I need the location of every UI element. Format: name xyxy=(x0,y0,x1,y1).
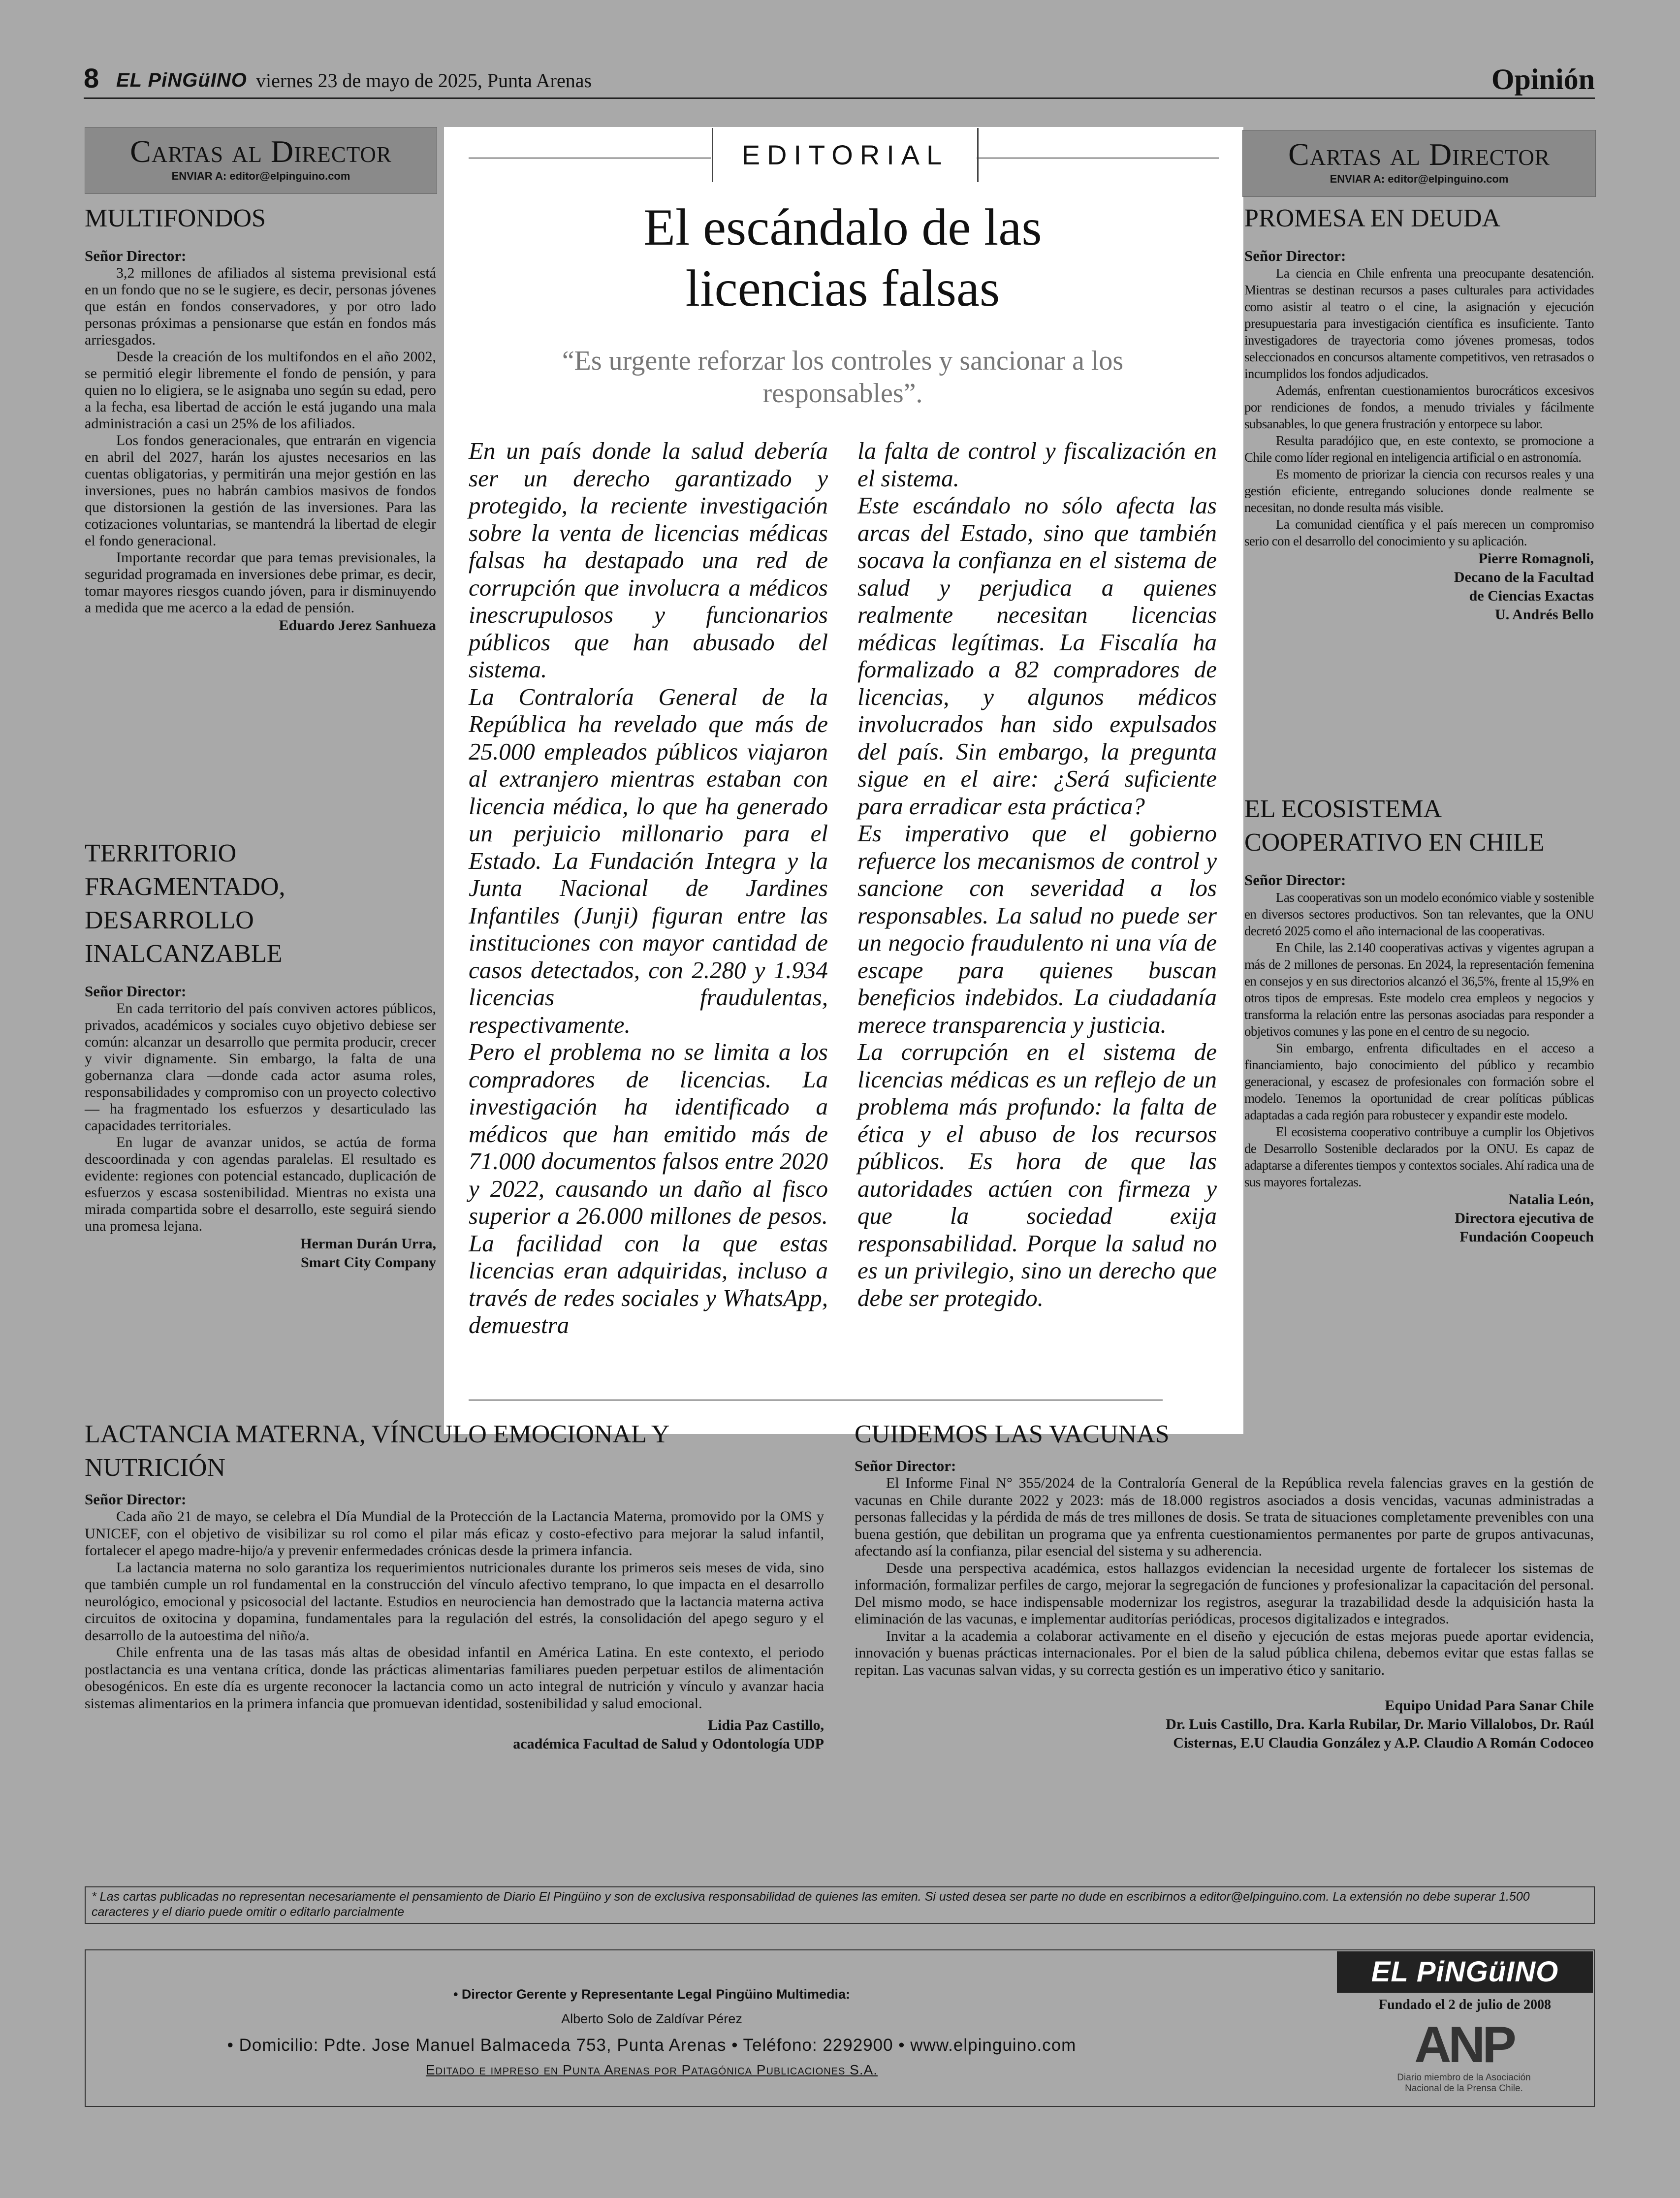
letter-signature: Fundación Coopeuch xyxy=(1459,1229,1594,1245)
letter-paragraph: Invitar a la academia a colaborar activamente en el diseño y ejecución de estas mejoras puede aportar evidencia, innovación y buenas prácticas internacionales. Por el bien de la salud pública chilena, debemos evitar que estas fallas se repitan. Las vacunas salvan vidas, y su correcta gestión es un imperativo ético y sanitario. xyxy=(855,1627,1594,1678)
letter-paragraph: La lactancia materna no solo garantiza los requerimientos nutricionales durante los primeros seis meses de vida, sino que también cumple un rol fundamental en la construcción del vínculo afectivo temprano, lo que impacta en el desarrollo neurológico, emocional y psicosocial del lactante. Estudios en neurociencia han demostrado que la lactancia materna activa circuitos de oxitocina y dopamina, fundamentales para la regulación del estrés, la consolidación del apego seguro y el desarrollo de la autoestima del niño/a. xyxy=(85,1559,824,1644)
letter-signature: Cisternas, E.U Claudia González y A.P. Claudio A Román Codoceo xyxy=(1173,1735,1594,1751)
letter-body xyxy=(85,265,436,616)
footer-logo: EL PiNGüINO xyxy=(1337,1951,1593,1993)
letter-body xyxy=(85,1000,436,1235)
anp-text: Diario miembro de la Asociación Nacional de la Prensa Chile. xyxy=(1397,2072,1531,2094)
editorial-label-box xyxy=(712,128,979,182)
letter-paragraph: Los fondos generacionales, que entrarán en vigencia en abril del 2027, harán los ajustes necesarios en las cuentas obligatorias, y permitirán una mejor gestión en las inversiones, pues no habrán cambios masivos de fondos que distorsionen la gestión de las inversiones. Para las cotizaciones voluntarias, se mantendrá la libertad de elegir el fondo generacional. xyxy=(85,432,436,549)
page-number: 8 xyxy=(84,63,99,94)
letter-signature: académica Facultad de Salud y Odontología UDP xyxy=(513,1736,824,1752)
letter-paragraph: 3,2 millones de afiliados al sistema previsional está en un fondo que no se le sugiere, es decir, personas jóvenes que están en fondos conservadores, y por otro lado personas próximas a pensionarse que están en fondos más arriesgados. xyxy=(85,265,436,348)
letter-paragraph: Resulta paradójico que, en este contexto, se promocione a Chile como líder regional en inteligencia artificial o en astronomía. xyxy=(1244,433,1594,465)
letter-title: MULTIFONDOS xyxy=(85,204,266,232)
anp-logo: ANP xyxy=(1414,2016,1514,2073)
section-title: Opinión xyxy=(1491,63,1595,96)
letter-salutation: Señor Director: xyxy=(1244,247,1346,264)
editorial-subtitle: “Es urgente reforzar los controles y sancionar a los responsables”. xyxy=(562,346,1124,409)
letter-body xyxy=(1244,265,1594,549)
footer-founded: Fundado el 2 de julio de 2008 xyxy=(1378,1997,1552,2012)
letter-paragraph: Desde una perspectiva académica, estos hallazgos evidencian la necesidad urgente de fortalecer los sistemas de información, formalizar perfiles de cargo, mejorar la segregación de funciones y profesionalizar la capacitación del personal. Del mismo modo, se hace indispensable modernizar los registros, asegurar la trazabilidad desde la adquisición hasta la eliminación de las vacunas, e implementar auditorías periódicas, procesos digitalizados e integrados. xyxy=(855,1560,1594,1627)
letter-signature: Herman Durán Urra, xyxy=(300,1236,436,1252)
letter-paragraph: La comunidad científica y el país merecen un compromiso serio con el desarrollo del conocimiento y su aplicación. xyxy=(1244,517,1594,548)
letter-paragraph: La ciencia en Chile enfrenta una preocupante desatención. Mientras se destinan recursos a pases culturales para actividades como asistir al teatro o el cine, la asignación y ejecución presupuestaria para investigación científica es insuficiente. Tanto investigadores de trayectoria como jóvenes promesas, todos seleccionados en concursos altamente competitivos, ven retrasados o incumplidos los fondos adjudicados. xyxy=(1244,266,1594,381)
editorial-rule-left xyxy=(469,158,711,159)
letter-salutation: Señor Director: xyxy=(855,1457,956,1474)
letter-paragraph: En lugar de avanzar unidos, se actúa de forma descoordinada y con agendas paralelas. El resultado es evidente: regiones con potencial estancado, duplicación de esfuerzos y escasa sostenibilidad. Mientras no exista una mirada compartida sobre el desarrollo, este seguirá siendo una promesa lejana. xyxy=(85,1134,436,1234)
editorial-rule-right xyxy=(977,158,1219,159)
letter-paragraph: El ecosistema cooperativo contribuye a cumplir los Objetivos de Desarrollo Sostenible declarados por la ONU. Es capaz de adaptarse a diferentes tiempos y contextos sociales. Ahí radica una de sus mayores fortalezas. xyxy=(1244,1124,1594,1189)
disclaimer-box xyxy=(85,1886,1595,1924)
letter-title: EL ECOSISTEMA COOPERATIVO EN CHILE xyxy=(1244,795,1545,857)
letter-signature: Lidia Paz Castillo, xyxy=(708,1717,824,1733)
editorial-column-2 xyxy=(857,437,1217,1311)
letter-title: CUIDEMOS LAS VACUNAS xyxy=(855,1420,1170,1448)
editorial-column-1 xyxy=(469,437,828,1339)
letter-paragraph: En Chile, las 2.140 cooperativas activas y vigentes agrupan a más de 2 millones de personas. En 2024, la representación femenina en consejos y en sus directorios alcanzó el 36,5%, frente al 15,9% en otros tipos de empresas. Este modelo crea empleos y negocios y transforma la relación entre las personas asociadas para responder a objetivos comunes y las pone en el centro de su negocio. xyxy=(1244,940,1594,1039)
letter-signature: Smart City Company xyxy=(301,1254,436,1271)
header-logo: EL PiNGüINO xyxy=(116,69,247,91)
letter-signature: Decano de la Facultad xyxy=(1454,569,1594,585)
letter-signature: Natalia León, xyxy=(1508,1191,1594,1208)
letter-salutation: Señor Director: xyxy=(85,247,187,264)
letter-paragraph: Chile enfrenta una de las tasas más altas de obesidad infantil en América Latina. En este contexto, el periodo postlactancia es una ventana crítica, donde las prácticas alimentarias familiares pueden perpetuar estilos de alimentación obesogénicos. En este día es urgente reconocer la lactancia como un acto integral de nutrición y vínculo y avanzar hacia sistemas alimentarios en la primera infancia que promuevan identidad, sostenibilidad y salud emocional. xyxy=(85,1644,824,1712)
letter-paragraph: Además, enfrentan cuestionamientos burocráticos excesivos por rendiciones de fondos, a menudo triviales y fácilmente subsanables, lo que genera frustración y entorpece su labor. xyxy=(1244,383,1594,431)
footer-director-name: Alberto Solo de Zaldívar Pérez xyxy=(561,2011,742,2026)
disclaimer-text: * Las cartas publicadas no representan necesariamente el pensamiento de Diario El Pingüino y son de exclusiva responsabilidad de quienes las emiten. Si usted desea ser parte no dude en escribirnos a editor@elpinguino.com. La extensión no debe superar 1.500 caracteres y el diario puede omitir o editarlo parcialmente xyxy=(92,1890,1530,1919)
letter-title: LACTANCIA MATERNA, VÍNCULO EMOCIONAL Y NUTRICIÓN xyxy=(85,1420,669,1482)
letter-paragraph: Desde la creación de los multifondos en el año 2002, se permitió elegir libremente el fondo de pensión, y para quien no lo eligiera, se le asignaba uno según su edad, pero a la fecha, esa libertad de acción le está jugando una mala administración a casi un 25% de los afiliados. xyxy=(85,349,436,432)
letter-body xyxy=(855,1475,1594,1679)
letter-lactancia-materna xyxy=(85,1418,824,1753)
letter-body xyxy=(1244,889,1594,1190)
letter-signature: Eduardo Jerez Sanhueza xyxy=(279,617,436,634)
editorial-paragraph: La Contraloría General de la República ha revelado que más de 25.000 empleados públicos viajaron al extranjero mientras estaban con licencia médica, lo que ha generado un perjuicio millonario para el Estado. La Fundación Integra y la Junta Nacional de Jardines Infantiles (Junji) figuran entre las instituciones con mayor cantidad de casos detectados, con 2.280 y 1.934 licencias fraudulentas, respectivamente. xyxy=(469,683,828,1038)
footer-director-label: • Director Gerente y Representante Legal Pingüino Multimedia: xyxy=(453,1987,851,2002)
letter-paragraph: Las cooperativas son un modelo económico viable y sostenible en diversos sectores productivos. Son tan relevantes, que la ONU decretó 2025 como el año internacional de las cooperativas. xyxy=(1244,890,1594,938)
letter-title: TERRITORIO FRAGMENTADO, DESARROLLO INALCANZABLE xyxy=(85,839,285,968)
cartas-box-left xyxy=(85,127,437,194)
editorial-bottom-rule xyxy=(469,1400,1163,1401)
letter-signature: Dr. Luis Castillo, Dra. Karla Rubilar, Dr. Mario Villalobos, Dr. Raúl xyxy=(1166,1716,1594,1732)
letter-title: PROMESA EN DEUDA xyxy=(1244,204,1501,232)
letter-body xyxy=(85,1508,824,1712)
cartas-send-to: ENVIAR A: editor@elpinguino.com xyxy=(171,170,350,182)
letter-ecosistema-cooperativo xyxy=(1244,793,1594,1246)
editorial-box xyxy=(444,127,1243,1434)
letter-salutation: Señor Director: xyxy=(85,983,187,1000)
page-header xyxy=(84,63,1595,99)
editorial-paragraph: Este escándalo no sólo afecta las arcas del Estado, sino que también socava la confianza en el sistema de salud y perjudica a quienes realmente necesitan licencias médicas legítimas. La Fiscalía ha formalizado a 82 compradores de licencias, y algunos médicos involucrados han sido expulsados del país. Sin embargo, la pregunta sigue en el aire: ¿Será suficiente para erradicar esta práctica? xyxy=(857,492,1217,820)
editorial-paragraph: Pero el problema no se limita a los compradores de licencias. La investigación ha identificado a médicos que han emitido más de 71.000 documentos falsos entre 2020 y 2022, causando un daño al fisco superior a 26.000 millones de pesos. La facilidad con la que estas licencias eran adquiridas, incluso a través de redes sociales y WhatsApp, demuestra xyxy=(469,1038,828,1338)
cartas-box-right xyxy=(1242,130,1596,197)
letter-paragraph: El Informe Final N° 355/2024 de la Contraloría General de la República revela falencias graves en la gestión de vacunas en Chile durante 2022 y 2023: más de 18.000 registros asociados a dosis vencidas, vacunas administradas a personas fallecidas y la pérdida de más de tres millones de dosis. Se trata de situaciones completamente prevenibles con una buena gestión, que debilitan un programa que ya enfrenta cuestionamientos permanentes por parte de grupos antivacunas, afectando así la confianza, pilar esencial del sistema y su adherencia. xyxy=(855,1475,1594,1559)
letter-paragraph: Sin embargo, enfrenta dificultades en el acceso a financiamiento, bajo conocimiento del público y recambio generacional, y escasez de profesionales con formación sobre el modelo. Tenemos la oportunidad de crear políticas públicas adaptadas a cada región para robustecer y expandir este modelo. xyxy=(1244,1041,1594,1122)
editorial-paragraph: Es imperativo que el gobierno refuerce los mecanismos de control y sancione con severidad a los responsables. La salud no puede ser un negocio fraudulento ni una vía de escape para quienes buscan beneficios indebidos. La ciudadanía merece transparencia y justicia. xyxy=(857,820,1217,1038)
letter-promesa-en-deuda xyxy=(1244,202,1594,624)
footer-printed: Editado e impreso en Punta Arenas por Patagónica Publicaciones S.A. xyxy=(425,2062,878,2077)
letter-paragraph: Importante recordar que para temas previsionales, la seguridad programada en inversiones debe primar, es decir, tomar mayores riesgos cuando jóven, para ir disminuyendo a medida que me acerco a la edad de pensión. xyxy=(85,549,436,616)
letter-multifondos xyxy=(85,202,436,635)
footer-box xyxy=(85,1949,1595,2107)
letter-signature: Pierre Romagnoli, xyxy=(1478,550,1594,567)
header-dateline: viernes 23 de mayo de 2025, Punta Arenas xyxy=(256,69,592,92)
letter-salutation: Señor Director: xyxy=(1244,871,1346,889)
letter-cuidemos-las-vacunas xyxy=(855,1418,1594,1752)
letter-territorio xyxy=(85,837,436,1272)
editorial-paragraph: La corrupción en el sistema de licencias médicas es un reflejo de un problema más profundo: la falta de ética y el abuso de los recursos públicos. Es hora de que las autoridades actúen con firmeza y que la sociedad exija responsabilidad. Porque la salud no es un privilegio, sino un derecho que debe ser protegido. xyxy=(857,1038,1217,1311)
footer-address: • Domicilio: Pdte. Jose Manuel Balmaceda 753, Punta Arenas • Teléfono: 2292900 • www.elpinguino.com xyxy=(227,2036,1077,2055)
editorial-paragraph: la falta de control y fiscalización en el sistema. xyxy=(857,437,1217,492)
cartas-title: Cartas al Director xyxy=(1288,137,1550,172)
editorial-paragraph: En un país donde la salud debería ser un derecho garantizado y protegido, la reciente investigación sobre la venta de licencias médicas falsas ha destapado una red de corrupción que involucra a médicos inescrupulosos y funcionarios públicos que han abusado del sistema. xyxy=(469,437,828,683)
editorial-label: EDITORIAL xyxy=(741,139,949,170)
letter-signature: U. Andrés Bello xyxy=(1495,606,1594,623)
letter-paragraph: Es momento de priorizar la ciencia con recursos reales y una gestión eficiente, entregando soluciones donde realmente se necesitan, no donde resulta más visible. xyxy=(1244,467,1594,515)
letter-signature: de Ciencias Exactas xyxy=(1469,588,1594,604)
letter-paragraph: En cada territorio del país conviven actores públicos, privados, académicos y sociales cuyo objetivo debiese ser común: alcanzar un desarrollo que permita producir, crecer y vivir dignamente. Sin embargo, la falta de una gobernanza clara —donde cada actor asuma roles, responsabilidades y compromiso con un proyecto colectivo— ha fragmentado los esfuerzos y desarticulado las capacidades territoriales. xyxy=(85,1000,436,1134)
letter-paragraph: Cada año 21 de mayo, se celebra el Día Mundial de la Protección de la Lactancia Materna, promovido por la OMS y UNICEF, con el objetivo de visibilizar su rol como el pilar más eficaz y costo-efectivo para mejorar la salud infantil, fortalecer el apego madre-hijo/a y prevenir enfermedades crónicas desde la primera infancia. xyxy=(85,1508,824,1559)
letter-salutation: Señor Director: xyxy=(85,1491,187,1508)
letter-signature: Equipo Unidad Para Sanar Chile xyxy=(1385,1697,1594,1714)
cartas-send-to: ENVIAR A: editor@elpinguino.com xyxy=(1330,173,1509,185)
cartas-title: Cartas al Director xyxy=(130,134,392,169)
editorial-title: El escándalo de las licencias falsas xyxy=(643,198,1042,317)
letter-signature: Directora ejecutiva de xyxy=(1455,1210,1594,1226)
